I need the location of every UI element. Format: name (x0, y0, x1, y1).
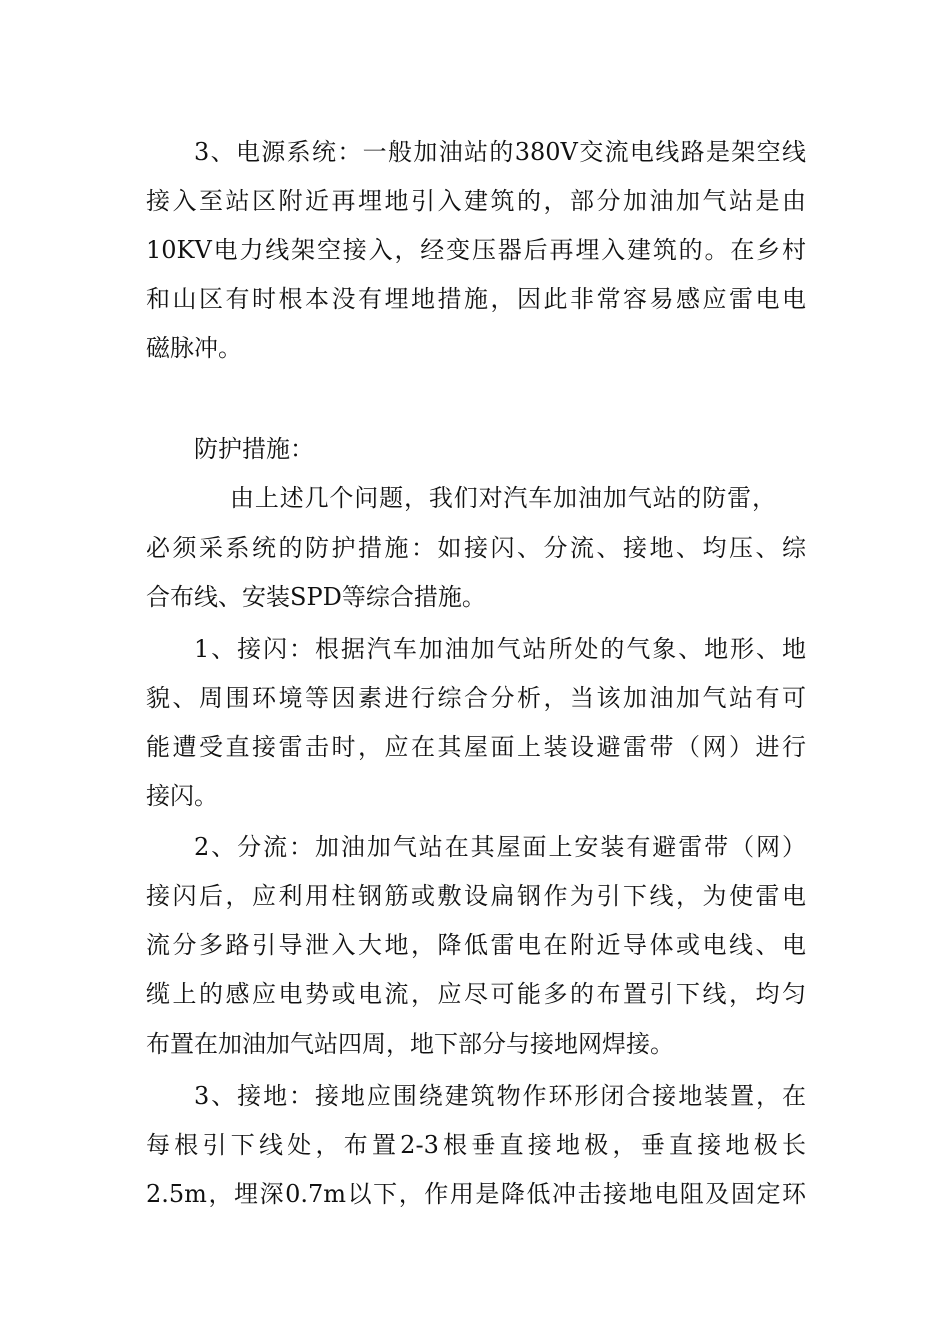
text-line: 貌、周围环境等因素进行综合分析，当该加油加气站有可 (146, 684, 806, 712)
text-line: 由上述几个问题，我们对汽车加油加气站的防雷， (230, 484, 776, 512)
text-line: 3、电源系统：一般加油站的380V交流电线路是架空线 (194, 138, 806, 166)
text-line: 磁脉冲。 (146, 334, 242, 362)
text-line: 布置在加油加气站四周，地下部分与接地网焊接。 (146, 1030, 674, 1058)
text-line: 每根引下线处，布置2-3根垂直接地极，垂直接地极长 (146, 1131, 806, 1159)
text-line: 2.5m，埋深0.7m以下，作用是降低冲击接地电阻及固定环 (146, 1180, 806, 1208)
text-line: 能遭受直接雷击时，应在其屋面上装设避雷带（网）进行 (146, 733, 806, 761)
text-line: 接闪后，应利用柱钢筋或敷设扁钢作为引下线，为使雷电 (146, 882, 806, 910)
section-heading: 防护措施： (194, 435, 314, 463)
text-line: 合布线、安装SPD等综合措施。 (146, 583, 486, 611)
text-line: 10KV电力线架空接入，经变压器后再埋入建筑的。在乡村 (146, 236, 806, 264)
text-line: 缆上的感应电势或电流，应尽可能多的布置引下线，均匀 (146, 980, 806, 1008)
text-line: 流分多路引导泄入大地，降低雷电在附近导体或电线、电 (146, 931, 806, 959)
text-line: 必须采系统的防护措施：如接闪、分流、接地、均压、综 (146, 534, 806, 562)
text-line: 2、分流：加油加气站在其屋面上安装有避雷带（网） (194, 833, 806, 861)
text-line: 接闪。 (146, 782, 218, 810)
text-line: 3、接地：接地应围绕建筑物作环形闭合接地装置，在 (194, 1082, 806, 1110)
text-line: 接入至站区附近再埋地引入建筑的，部分加油加气站是由 (146, 187, 806, 215)
text-line: 和山区有时根本没有埋地措施，因此非常容易感应雷电电 (146, 285, 806, 313)
text-line: 1、接闪：根据汽车加油加气站所处的气象、地形、地 (194, 635, 806, 663)
